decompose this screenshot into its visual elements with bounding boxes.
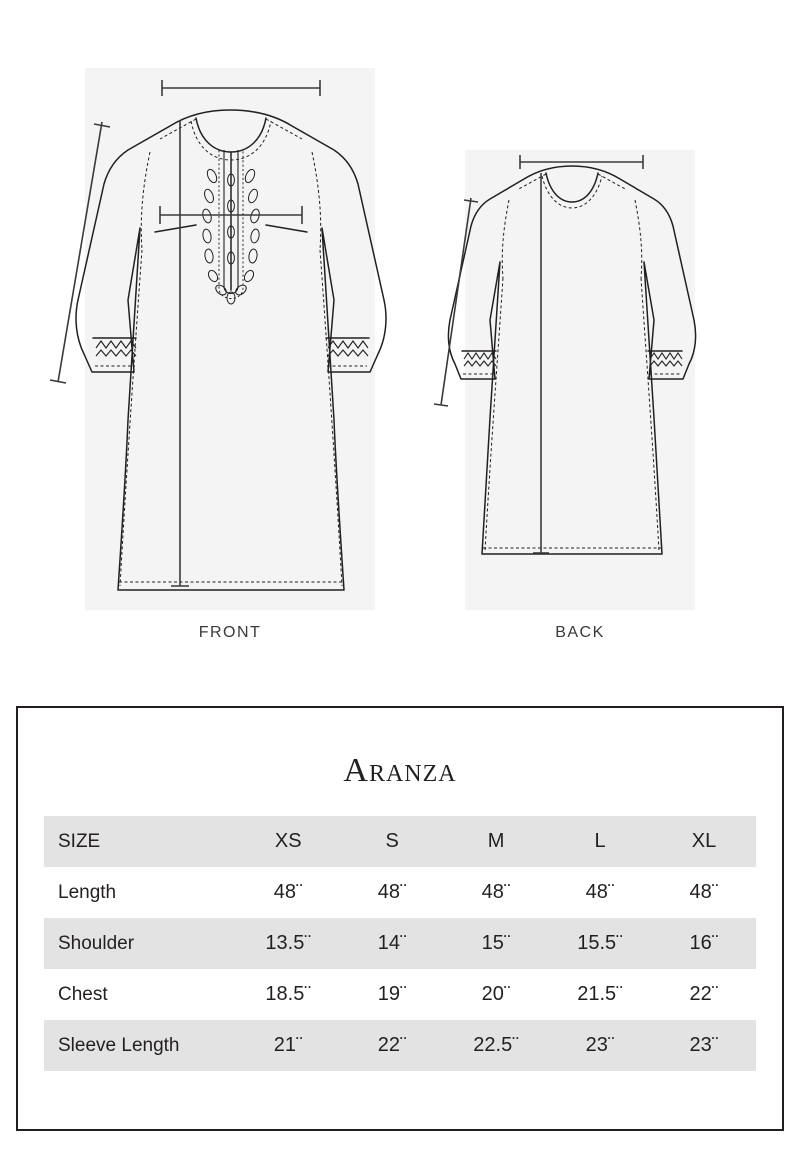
table-row (44, 918, 756, 969)
size-chart-table (44, 816, 756, 1071)
length-measure-line (171, 120, 189, 586)
cell-sleeve-xs: 21¨ (236, 1020, 340, 1071)
table-header-row (44, 816, 756, 867)
cell-chest-s: 19¨ (340, 969, 444, 1020)
column-header-s: S (340, 816, 444, 867)
cell-sleeve-s: 22¨ (340, 1020, 444, 1071)
cell-shoulder-xs: 13.5¨ (236, 918, 340, 969)
column-header-xl: XL (652, 816, 756, 867)
cell-shoulder-l: 15.5¨ (548, 918, 652, 969)
shoulder-measure-line (162, 80, 320, 96)
back-view-label: BACK (555, 624, 605, 641)
cell-chest-xs: 18.5¨ (236, 969, 340, 1020)
table-row (44, 1020, 756, 1071)
cell-sleeve-l: 23¨ (548, 1020, 652, 1071)
column-header-m: M (444, 816, 548, 867)
row-label-shoulder: Shoulder (44, 918, 236, 969)
back-length-measure-line (533, 173, 549, 553)
cell-length-xs: 48¨ (236, 867, 340, 918)
back-garment-sketch (434, 155, 696, 554)
cell-chest-xl: 22¨ (652, 969, 756, 1020)
cell-shoulder-xl: 16¨ (652, 918, 756, 969)
cell-length-xl: 48¨ (652, 867, 756, 918)
back-sleeve-measure-line (434, 198, 478, 406)
column-header-l: L (548, 816, 652, 867)
size-chart-card (16, 706, 784, 1131)
front-garment-sketch (50, 80, 386, 590)
front-view-label: FRONT (198, 624, 262, 641)
cell-length-s: 48¨ (340, 867, 444, 918)
cell-chest-m: 20¨ (444, 969, 548, 1020)
row-label-chest: Chest (44, 969, 236, 1020)
brand-title: Aranza (343, 752, 457, 789)
table-row (44, 969, 756, 1020)
cell-length-l: 48¨ (548, 867, 652, 918)
cell-shoulder-m: 15¨ (444, 918, 548, 969)
cell-shoulder-s: 14¨ (340, 918, 444, 969)
column-header-size: SIZE (44, 816, 236, 867)
row-label-sleeve-length: Sleeve Length (44, 1020, 236, 1071)
cell-sleeve-xl: 23¨ (652, 1020, 756, 1071)
cell-chest-l: 21.5¨ (548, 969, 652, 1020)
cell-sleeve-m: 22.5¨ (444, 1020, 548, 1071)
column-header-xs: XS (236, 816, 340, 867)
cell-length-m: 48¨ (444, 867, 548, 918)
table-row (44, 867, 756, 918)
row-label-length: Length (44, 867, 236, 918)
